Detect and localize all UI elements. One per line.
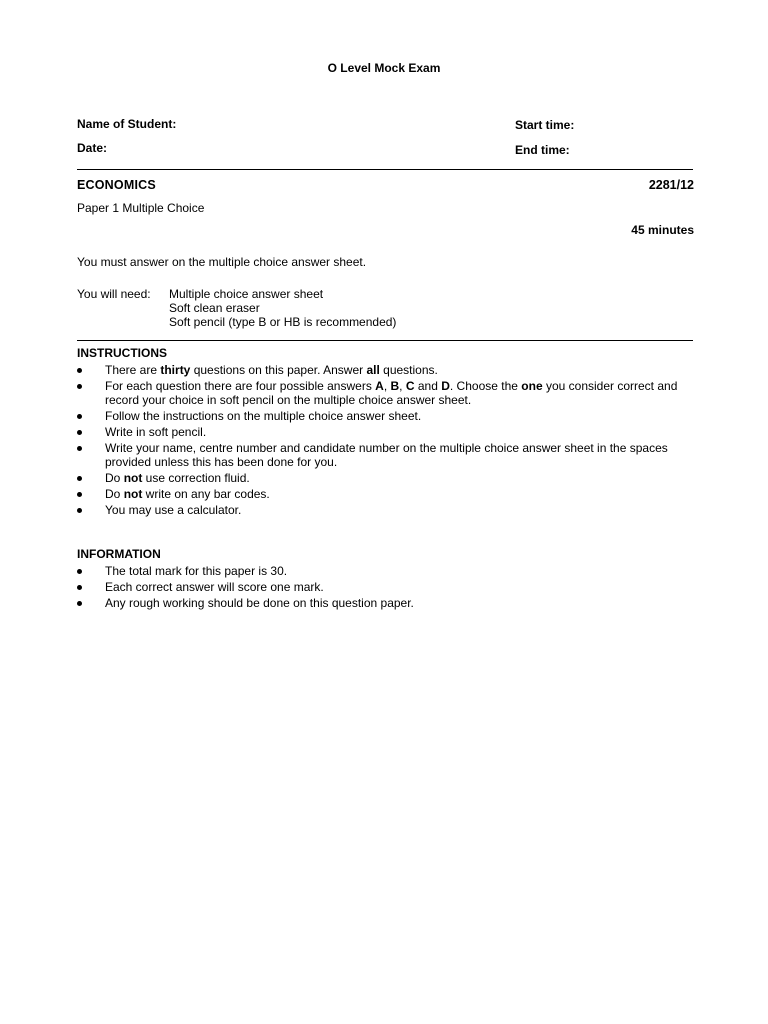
bullet-icon	[77, 446, 82, 451]
materials-item: Multiple choice answer sheet	[169, 287, 324, 301]
bullet-item	[77, 564, 702, 578]
time-details	[515, 118, 574, 168]
bullet-text: Any rough working should be done on this question paper.	[105, 596, 414, 610]
end-time-label: End time:	[515, 143, 570, 157]
bullet-item	[77, 379, 702, 407]
bullet-text: There are	[105, 363, 161, 377]
page-title: O Level Mock Exam	[327, 61, 441, 75]
bullet-item	[77, 363, 702, 377]
information-heading: INFORMATION	[77, 547, 161, 561]
top-divider	[77, 169, 693, 170]
bullet-item	[77, 503, 702, 517]
exam-duration: 45 minutes	[631, 223, 694, 237]
bullet-text: you consider correct and record your choice in soft pencil on the multiple choice answer sheet.	[105, 379, 678, 407]
emphasis-text: not	[123, 471, 143, 485]
emphasis-text: thirty	[160, 363, 191, 377]
bullet-text: ,	[399, 379, 406, 393]
bullet-icon	[77, 368, 82, 373]
emphasis-text: one	[521, 379, 543, 393]
bullet-text: Follow the instructions on the multiple choice answer sheet.	[105, 409, 422, 423]
bullet-text: Do	[105, 471, 124, 485]
subject-name: ECONOMICS	[77, 178, 156, 192]
student-name-label: Name of Student:	[77, 117, 177, 131]
materials-label: You will need:	[77, 287, 151, 301]
bullet-text: . Choose the	[449, 379, 522, 393]
bullet-text: The total mark for this paper is 30.	[105, 564, 288, 578]
answer-sheet-note: You must answer on the multiple choice answer sheet.	[77, 255, 367, 269]
bullet-item	[77, 487, 702, 501]
emphasis-text: C	[405, 379, 415, 393]
section-divider	[77, 340, 693, 341]
emphasis-text: A	[375, 379, 384, 393]
bullet-icon	[77, 414, 82, 419]
bullet-icon	[77, 476, 82, 481]
bullet-item	[77, 596, 702, 610]
bullet-text: You may use a calculator.	[105, 503, 242, 517]
bullet-item	[77, 409, 702, 423]
bullet-text: questions.	[379, 363, 438, 377]
bullet-text: Write in soft pencil.	[105, 425, 207, 439]
information-list	[77, 564, 702, 612]
bullet-text: Do	[105, 487, 124, 501]
bullet-icon	[77, 384, 82, 389]
paper-title: Paper 1 Multiple Choice	[77, 201, 205, 215]
instructions-list	[77, 363, 702, 519]
emphasis-text: all	[366, 363, 380, 377]
emphasis-text: not	[123, 487, 143, 501]
bullet-text: and	[414, 379, 442, 393]
bullet-text: use correction fluid.	[142, 471, 250, 485]
start-time-label: Start time:	[515, 118, 575, 132]
bullet-text: ,	[383, 379, 391, 393]
bullet-icon	[77, 508, 82, 513]
bullet-icon	[77, 492, 82, 497]
bullet-text: write on any bar codes.	[142, 487, 270, 501]
bullet-text: Write your name, centre number and candidate number on the multiple choice answer sheet in the spaces provided unless this has been done for you.	[105, 441, 668, 469]
bullet-icon	[77, 601, 82, 606]
bullet-text: questions on this paper. Answer	[190, 363, 367, 377]
instructions-heading: INSTRUCTIONS	[77, 346, 167, 360]
bullet-icon	[77, 430, 82, 435]
materials-item: Soft pencil (type B or HB is recommended)	[169, 315, 397, 329]
bullet-icon	[77, 569, 82, 574]
bullet-item	[77, 471, 702, 485]
date-label: Date:	[77, 141, 108, 155]
subject-code: 2281/12	[648, 178, 694, 192]
bullet-text: Each correct answer will score one mark.	[105, 580, 324, 594]
materials-list	[169, 287, 396, 329]
emphasis-text: D	[441, 379, 450, 393]
bullet-icon	[77, 585, 82, 590]
student-details	[77, 117, 176, 165]
bullet-text: For each question there are four possible answers	[105, 379, 376, 393]
emphasis-text: B	[390, 379, 400, 393]
bullet-item	[77, 441, 702, 469]
bullet-item	[77, 580, 702, 594]
materials-item: Soft clean eraser	[169, 301, 260, 315]
bullet-item	[77, 425, 702, 439]
